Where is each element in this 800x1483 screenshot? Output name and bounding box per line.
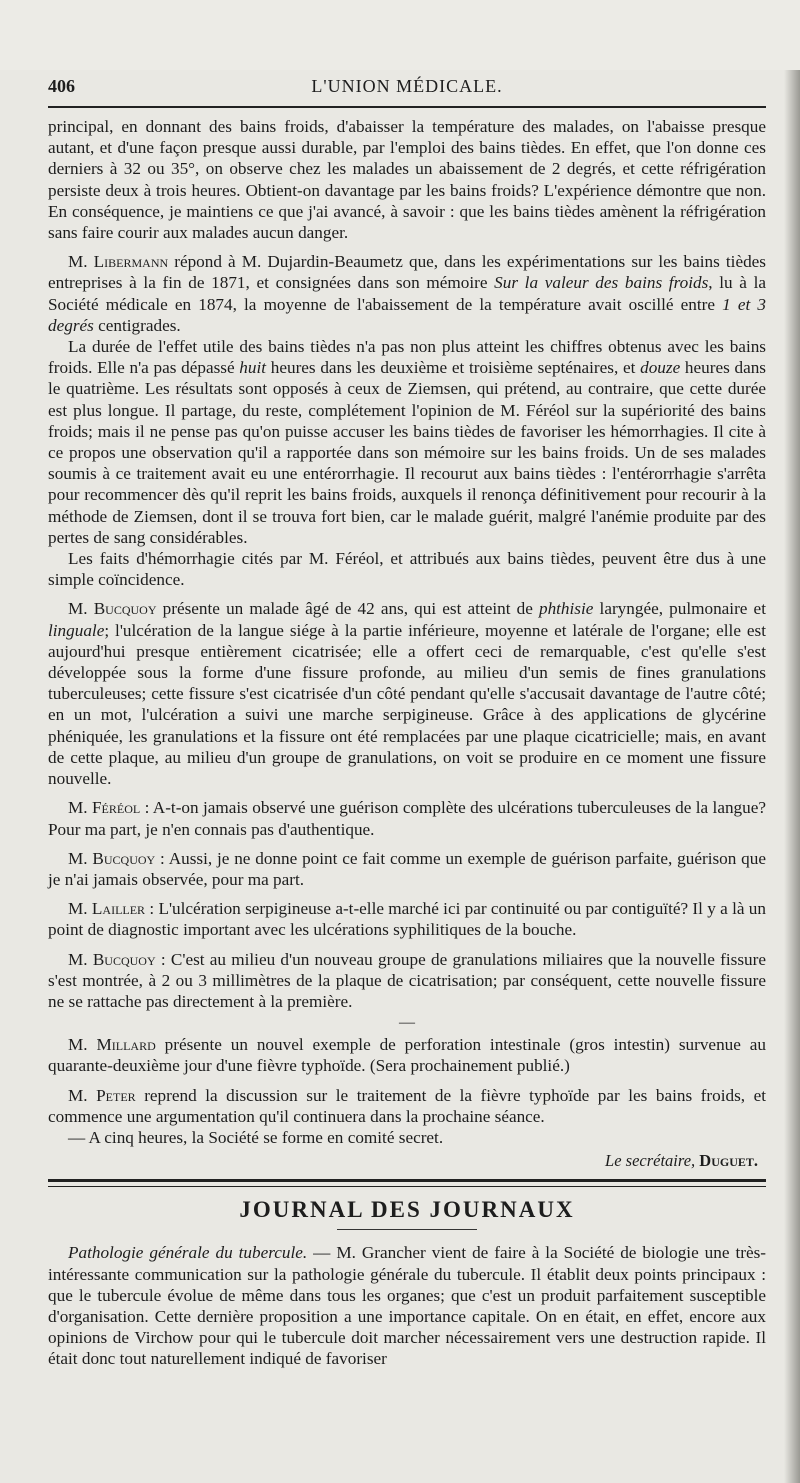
paragraph: [48, 1127, 766, 1148]
paragraph: [48, 898, 766, 940]
signature-role: Le secrétaire,: [605, 1151, 696, 1171]
paragraph: [48, 848, 766, 890]
text-run: Les faits d'hémorrhagie cités par M. Féréol, et attribués aux bains tièdes, peuvent être dus à une simple coïncidence.: [48, 549, 766, 590]
paragraph: [48, 949, 766, 1013]
text-run: : L'ulcération serpigineuse a-t-elle marché ici par continuité ou par contiguïté? Il y a là un point de diagnostic important avec les ulcérations syphilitiques de la bouche.: [48, 899, 766, 940]
text-run: , lu à la Société médicale en 1874, la moyenne de l'abaissement de la température avait oscillé entre: [48, 273, 766, 314]
paragraph: [48, 1242, 766, 1369]
italic-text: linguale: [48, 620, 105, 640]
speaker-name: Bucquoy: [92, 949, 156, 969]
text-run: M.: [68, 899, 92, 919]
italic-text: 1 et 3 degrés: [48, 294, 766, 335]
text-run: centigrades.: [93, 315, 181, 335]
section-body: [48, 1242, 766, 1369]
text-run: principal, en donnant des bains froids, d'abaisser la température des malades, on l'abaisse presque autant, et d'une façon presque aussi durable, par l'emploi des bains tièdes. En effet, que l'on donne ces derniers à 32 ou 35°, on observe chez les malades un abaissement de 2 degrés, et cette réfrigération persiste deux à trois heures. Obtient-on davantage par les bains froids? L'expérience démontre que non. En conséquence, je maintiens ce que j'ai avancé, à savoir : que les bains tièdes amènent la réfrigération sans faire courir aux malades aucun danger.: [48, 117, 766, 243]
paragraph: [48, 797, 766, 839]
paragraph: [48, 116, 766, 243]
speaker-name: Féréol: [91, 798, 141, 818]
speaker-name: Peter: [96, 1085, 136, 1105]
article-body: [48, 116, 766, 1171]
separator-dash: —: [399, 1014, 415, 1032]
speaker-name: Lailler: [91, 899, 146, 919]
title-rule: [337, 1229, 477, 1230]
section-paragraph-container: [48, 1242, 766, 1369]
paragraph: [48, 1085, 766, 1127]
text-run: — A cinq heures, la Société se forme en comité secret.: [68, 1127, 444, 1147]
journal-name: L'UNION MÉDICALE.: [311, 76, 503, 96]
header-rule: [48, 106, 766, 108]
text-run: : C'est au milieu d'un nouveau groupe de granulations miliaires que la nouvelle fissure s'est montrée, à 2 ou 3 millimètres de la plaque de cicatrisation; par conséquent, cette nouvelle fissure ne se rattache pas directement à la première.: [48, 949, 766, 1011]
paragraph: [48, 336, 766, 548]
document-page: [0, 70, 800, 1483]
section-title: JOURNAL DES JOURNAUX: [239, 1197, 575, 1223]
text-run: M.: [68, 949, 93, 969]
text-run: répond à M. Dujardin-Beaumetz que, dans les expérimentations sur les bains tièdes entreprises à la fin de 1871, et consignées dans son mémoire: [48, 252, 766, 293]
speaker-name: Bucquoy: [93, 599, 157, 619]
text-run: présente un nouvel exemple de perforation intestinale (gros intestin) survenue au quarante-deuxième jour d'une fièvre typhoïde. (Sera prochainement publié.): [48, 1035, 766, 1076]
text-run: La durée de l'effet utile des bains tièdes n'a pas non plus atteint les chiffres obtenus avec les bains froids. Elle n'a pas dépassé: [48, 337, 766, 378]
text-run: M.: [68, 599, 94, 619]
italic-text: Pathologie générale du tubercule.: [68, 1243, 308, 1263]
paragraph: [48, 548, 766, 590]
speaker-name: Libermann: [93, 252, 169, 272]
text-run: M.: [68, 848, 93, 868]
speaker-name: Millard: [96, 1035, 156, 1055]
text-run: M.: [68, 798, 92, 818]
speaker-name: M.: [68, 252, 94, 272]
running-head: [48, 70, 766, 100]
italic-text: Sur la valeur des bains froids: [494, 273, 709, 293]
text-run: reprend la discussion sur le traitement de la fièvre typhoïde par les bains froids, et commence une argumentation qu'il continuera dans la prochaine séance.: [48, 1085, 766, 1126]
paragraph: [48, 251, 766, 336]
paragraph: [48, 1034, 766, 1076]
text-run: heures dans le quatrième. Les résultats sont opposés à ceux de Ziemsen, qui prétend, au contraire, que cette durée est plus longue. Il partage, du reste, complétement l'opinion de M. Féréol sur la supériorité des bains froids; mais il ne pense pas qu'on puisse accuser les bains tièdes de favoriser les hémorrhagies. Il cite à ce propos une observation qu'il a rapportée dans son mémoire sur les bains froids. Un de ses malades soumis à ce traitement avait eu une entérorrhagie. Il recourut aux bains tièdes : l'entérorrhagie s'arrêta pour recommencer dès qu'il reprit les bains froids, auxquels il renonça définitivement pour recourir à la méthode de Ziemsen, dont il se trouva fort bien, car le malade guérit, malgré l'anémie produite par des pertes de sang considérables.: [48, 358, 766, 547]
text-run: laryngée, pulmonaire et: [593, 599, 766, 619]
society-proceedings: [48, 116, 766, 1012]
text-run: M.: [68, 1085, 97, 1105]
text-run: — M. Grancher vient de faire à la Société de biologie une très-intéressante communication sur la pathologie générale du tubercule. Il établit deux points principaux : que le tubercule évolue de même dans tous les organes; que c'est un produit parfaitement susceptible d'organisation. Cette dernière proposition a une importance capitale. On en était, en effet, encore aux opinions de Virchow pour qui le tubercule doit marcher nécessairement vers une destruction rapide. Il était donc tout naturellement indiqué de favoriser: [48, 1243, 766, 1369]
later-proceedings: [48, 1034, 766, 1148]
page-number: 406: [48, 76, 75, 96]
text-run: : A-t-on jamais observé une guérison complète des ulcérations tuberculeuses de la langue? Pour ma part, je n'en connais pas d'authentique.: [48, 798, 766, 839]
signature: [48, 1150, 758, 1171]
paragraph: [48, 598, 766, 789]
speaker-name: Bucquoy: [92, 848, 156, 868]
italic-text: phthisie: [538, 599, 594, 619]
italic-text: huit: [239, 358, 267, 378]
text-run: M.: [68, 1035, 97, 1055]
text-run: : Aussi, je ne donne point ce fait comme un exemple de guérison parfaite, guérison que je n'ai jamais observée, pour ma part.: [48, 848, 766, 889]
text-run: heures dans les deuxième et troisième septénaires, et: [266, 358, 641, 378]
italic-text: douze: [640, 358, 681, 378]
text-run: ; l'ulcération de la langue siége à la partie inférieure, moyenne et latérale de l'organe; elle est aujourd'hui presque entièrement cicatrisée; elle a offert ceci de remarquable, c'est qu'elle s'est développée sous la forme d'une fissure profonde, au milieu d'un semis de fines granulations tuberculeuses; cette fissure s'est cicatrisée d'un côté pendant qu'elle s'accusait davantage de l'autre côté; en un mot, l'ulcération a suivi une marche serpigineuse. Grâce à des applications de glycérine phéniquée, les granulations et la fissure ont été remplacées par une plaque cicatricielle; mais, en avant de cette plaque, au milieu d'un groupe de granulations, on voit se produire en ce moment une fissure nouvelle.: [48, 620, 766, 789]
signature-name: Duguet.: [699, 1151, 758, 1171]
text-run: présente un malade âgé de 42 ans, qui est atteint de: [156, 599, 539, 619]
section-double-rule: [48, 1179, 766, 1187]
